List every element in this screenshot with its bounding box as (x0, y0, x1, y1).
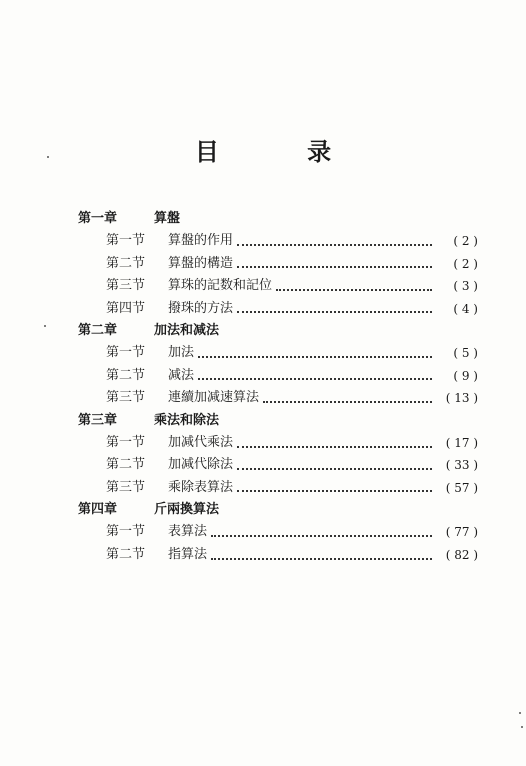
section-number: 第二节 (106, 457, 146, 473)
toc-entry (78, 521, 478, 543)
page-number: ( 82 ) (445, 547, 478, 562)
section-number: 第二节 (106, 546, 146, 562)
toc-entry (78, 253, 478, 275)
toc-entry (78, 342, 478, 364)
dot-leader (237, 310, 432, 313)
chapter-title: 算盤 (154, 211, 181, 226)
dot-leader (237, 489, 432, 492)
chapter-heading (78, 410, 478, 432)
page-number: ( 57 ) (445, 480, 478, 495)
dot-leader (211, 534, 432, 537)
chapter-number: 第二章 (78, 322, 118, 338)
chapter-number: 第四章 (78, 502, 118, 518)
section-title: 算盤的作用 (168, 233, 234, 249)
page-number: ( 9 ) (453, 368, 478, 383)
dot-leader (211, 557, 432, 560)
section-number: 第三节 (106, 479, 146, 495)
toc-entry (78, 365, 478, 387)
dot-leader (237, 243, 432, 246)
section-number: 第三节 (106, 278, 146, 294)
toc-entry (78, 432, 478, 454)
page-number: ( 3 ) (453, 279, 478, 294)
scan-speck (519, 712, 521, 714)
table-of-contents (78, 208, 478, 566)
page-number: ( 4 ) (453, 301, 478, 316)
toc-entry (78, 544, 478, 566)
section-title: 撥珠的方法 (168, 300, 234, 316)
section-number: 第三节 (106, 390, 146, 406)
section-number: 第一节 (106, 345, 146, 361)
chapter-number: 第一章 (78, 211, 118, 226)
chapter-title: 乘法和除法 (154, 412, 220, 428)
toc-entry (78, 298, 478, 320)
section-number: 第二节 (106, 367, 146, 383)
page-number: ( 13 ) (445, 391, 478, 406)
section-number: 第一节 (106, 434, 146, 450)
dot-leader (198, 377, 432, 380)
chapter-number: 第三章 (78, 412, 118, 428)
section-title: 加法 (168, 345, 195, 361)
section-number: 第一节 (106, 233, 146, 249)
page-title: 目 录 (194, 137, 372, 166)
page-number: ( 77 ) (445, 525, 478, 540)
page-number: ( 17 ) (445, 435, 478, 450)
chapter-heading (78, 208, 478, 230)
chapter-heading (78, 320, 478, 342)
dot-leader (237, 265, 432, 268)
page-number: ( 2 ) (453, 234, 478, 249)
scan-speck (44, 325, 46, 327)
section-title: 表算法 (168, 524, 208, 540)
chapter-title: 加法和减法 (154, 322, 220, 338)
dot-leader (237, 467, 432, 470)
scan-speck (521, 726, 523, 728)
page-number: ( 2 ) (453, 256, 478, 271)
dot-leader (198, 355, 432, 358)
toc-entry (78, 387, 478, 409)
section-title: 算盤的構造 (168, 255, 234, 271)
toc-entry (78, 454, 478, 476)
scan-speck (47, 156, 49, 158)
page-number: ( 5 ) (453, 346, 478, 361)
chapter-heading (78, 499, 478, 521)
dot-leader (276, 288, 432, 291)
section-title: 連續加减速算法 (168, 390, 260, 406)
chapter-title: 斤兩換算法 (154, 502, 220, 518)
dot-leader (237, 445, 432, 448)
page-number: ( 33 ) (445, 458, 478, 473)
section-number: 第二节 (106, 255, 146, 271)
section-title: 算珠的記数和記位 (168, 278, 273, 294)
section-title: 加减代除法 (168, 457, 234, 473)
section-title: 指算法 (168, 546, 208, 562)
dot-leader (263, 400, 432, 403)
section-title: 加减代乘法 (168, 434, 234, 450)
toc-entry (78, 477, 478, 499)
section-title: 减法 (168, 367, 195, 383)
toc-entry (78, 275, 478, 297)
toc-entry (78, 230, 478, 252)
section-number: 第一节 (106, 524, 146, 540)
section-number: 第四节 (106, 300, 146, 316)
section-title: 乘除表算法 (168, 479, 234, 495)
